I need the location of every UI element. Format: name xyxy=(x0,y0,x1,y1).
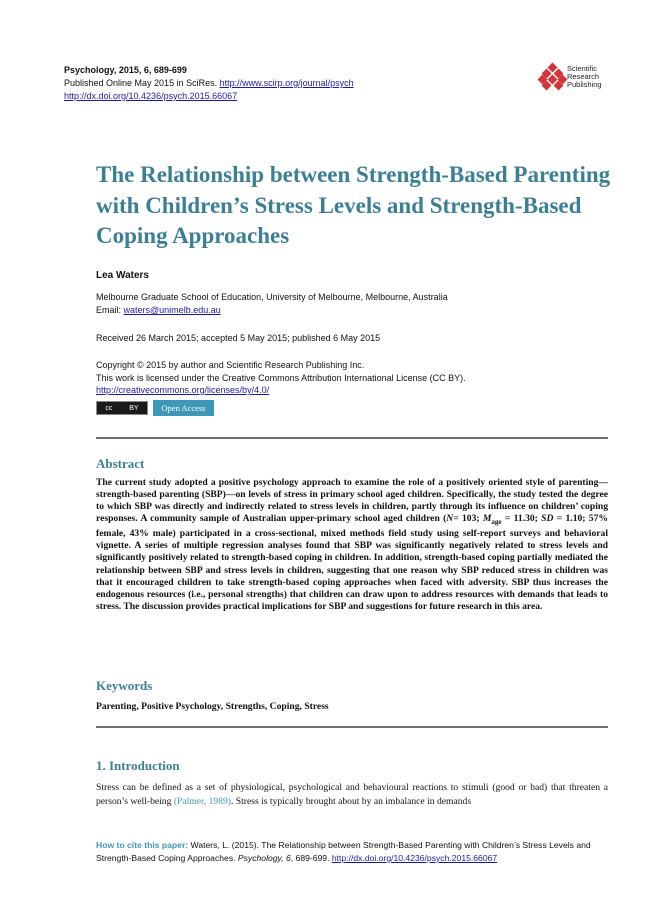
license-line: This work is licensed under the Creative Commons Attribution International License (CC BY). xyxy=(96,372,466,383)
publisher-logo xyxy=(539,64,619,96)
cc-by-badge[interactable] xyxy=(96,401,148,415)
published-text: Published Online May 2015 in SciRes. xyxy=(64,78,218,88)
keywords-list: Parenting, Positive Psychology, Strengths, Coping, Stress xyxy=(96,701,329,712)
publication-dates: Received 26 March 2015; accepted 5 May 2015; published 6 May 2015 xyxy=(96,333,381,343)
publisher-logo-icon xyxy=(539,64,567,92)
license-url-link[interactable]: http://creativecommons.org/licenses/by/4.0/ xyxy=(96,385,270,395)
inline-citation-link[interactable]: (Palmer, 1989) xyxy=(173,796,231,807)
email-label: Email: xyxy=(96,305,122,315)
cc-icon: cc xyxy=(105,404,113,412)
abstract-body: The current study adopted a positive psychology approach to examine the role of a positively oriented style of parenting—strength-based parenting (SBP)—on levels of stress in primary school aged children. Specifically, the study tested the degree to which SBP was directly and indirectly related to stress levels in children, partly through its influence on children’ coping responses. A community sample of Australian upper-primary school aged children (N= 103; $M_{age} = 11.30$; SD = 1.10; 57% female, 43% male) participated in a cross-sectional, mixed methods field study using self-report surveys and behavioral vignette. A series of multiple regression analyses found that SBP was significantly negatively related to stress levels and significantly positively related to strength-based coping in children. In addition, strength-based coping partially mediated the relationship between SBP and stress levels in children, suggesting that one reason why SBP reduced stress in children was that it encouraged children to take strength-based coping approaches when faced with adversity. SBP thus increases the endogenous resources (i.e., personal strengths) that children can draw upon to address resources with demands that leads to stress. The discussion provides practical implications for SBP and suggestions for future research in this area. xyxy=(96,477,608,612)
doi-line xyxy=(64,90,444,103)
how-to-cite-block: How to cite this paper: Waters, L. (2015). The Relationship between Strength-Based Parenting with Children’s Stress Levels and Strength-Based Coping Approaches. Psychology, 6, 689-699. http://dx.doi.org/10.4236/psych.2015.66067 xyxy=(96,840,591,863)
journal-citation-line: Psychology, 2015, 6, 689-699 xyxy=(64,65,187,75)
divider-top xyxy=(96,437,608,439)
published-line xyxy=(64,77,444,90)
divider-bottom xyxy=(96,726,608,728)
copyright-line: Copyright © 2015 by author and Scientific Research Publishing Inc. xyxy=(96,360,365,370)
paper-title: The Relationship between Strength-Based Parenting with Children’s Stress Levels and Strength-Based Coping Approaches xyxy=(96,162,611,248)
author-affiliation-block xyxy=(96,291,448,317)
copyright-block xyxy=(96,359,466,397)
cc-by-label: BY xyxy=(129,404,139,412)
doi-link[interactable]: http://dx.doi.org/10.4236/psych.2015.66067 xyxy=(64,91,238,101)
journal-header xyxy=(64,64,444,103)
email-link[interactable]: waters@unimelb.edu.au xyxy=(123,305,221,315)
keywords-heading: Keywords xyxy=(96,678,153,693)
open-access-badge[interactable]: Open Access xyxy=(153,400,214,416)
email-line xyxy=(96,304,448,317)
affiliation: Melbourne Graduate School of Education, University of Melbourne, Melbourne, Australia xyxy=(96,292,448,302)
abstract-heading: Abstract xyxy=(96,456,145,471)
publisher-name: Scientific Research Publishing xyxy=(567,64,602,89)
citation-doi-link[interactable]: http://dx.doi.org/10.4236/psych.2015.66067 xyxy=(331,853,498,863)
introduction-paragraph: Stress can be defined as a set of physiological, psychological and behavioural reactions to stimuli (good or bad) that threaten a person’s well-being (Palmer, 1989). Stress is typically brought about by an imbalance in demands xyxy=(96,782,608,807)
introduction-heading: 1. Introduction xyxy=(96,758,180,773)
author-name: Lea Waters xyxy=(96,270,149,281)
how-to-cite-label: How to cite this paper: xyxy=(96,840,189,850)
journal-url-link[interactable]: http://www.scirp.org/journal/psych xyxy=(219,78,354,88)
